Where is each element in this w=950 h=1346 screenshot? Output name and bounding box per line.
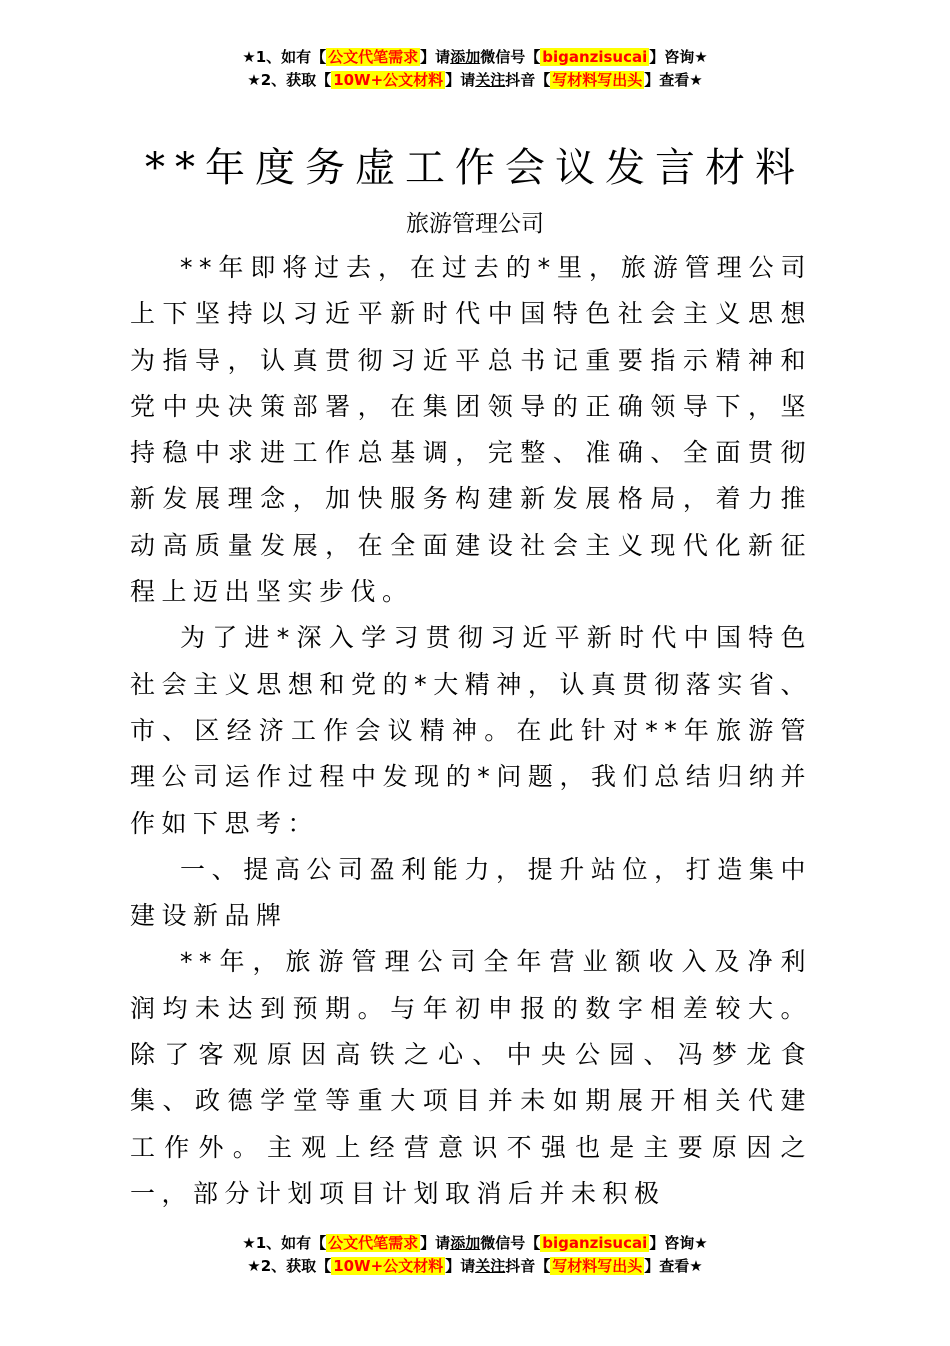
highlight-wechat-id: biganzisucai — [542, 48, 648, 66]
underlined-text: 添加 — [450, 1234, 481, 1252]
banner-text: 】请 — [420, 1234, 451, 1252]
underlined-text: 关注 — [475, 71, 506, 89]
banner-text: 】咨询★ — [649, 1234, 708, 1252]
highlight-douyin-account: 写材料写出头 — [552, 71, 643, 89]
highlight-materials: 10W+公文材料 — [333, 1257, 444, 1275]
document-body — [130, 245, 812, 1215]
banner-text: 】请 — [445, 71, 476, 89]
highlight-wechat-id: biganzisucai — [542, 1234, 648, 1252]
banner-text: ★2、获取【 — [247, 71, 332, 89]
banner-text: 】请 — [420, 48, 451, 66]
banner-line-1 — [0, 1232, 950, 1255]
banner-text: 微信号【 — [480, 48, 541, 66]
underlined-text: 添加 — [450, 48, 481, 66]
banner-text: 】咨询★ — [649, 48, 708, 66]
highlight-service: 公文代笔需求 — [328, 1234, 419, 1252]
banner-line-1 — [0, 46, 950, 69]
banner-line-2 — [0, 1255, 950, 1278]
banner-text: ★1、如有【 — [242, 1234, 327, 1252]
paragraph: **年即将过去，在过去的*里，旅游管理公司上下坚持以习近平新时代中国特色社会主义思想为指导，认真贯彻习近平总书记重要指示精神和党中央决策部署，在集团领导的正确领导下，坚持稳中求进工作总基调，完整、准确、全面贯彻新发展理念，加快服务构建新发展格局，着力推动高质量发展，在全面建设社会主义现代化新征程上迈出坚实步伐。 — [130, 253, 812, 607]
underlined-text: 关注 — [475, 1257, 506, 1275]
paragraph: 为了进*深入学习贯彻习近平新时代中国特色社会主义思想和党的*大精神，认真贯彻落实省、市、区经济工作会议精神。在此针对**年旅游管理公司运作过程中发现的*问题，我们总结归纳并作如下思考： — [130, 623, 812, 838]
banner-line-2 — [0, 69, 950, 92]
top-banner — [0, 46, 950, 92]
highlight-douyin-account: 写材料写出头 — [552, 1257, 643, 1275]
banner-text: 抖音【 — [505, 71, 551, 89]
document-subtitle: 旅游管理公司 — [406, 211, 544, 237]
section-heading: 一、提高公司盈利能力，提升站位，打造集中建设新品牌 — [130, 854, 812, 931]
bottom-banner — [0, 1232, 950, 1278]
banner-text: 】请 — [445, 1257, 476, 1275]
banner-text: ★2、获取【 — [247, 1257, 332, 1275]
document-title: **年度务虚工作会议发言材料 — [145, 145, 805, 191]
banner-text: 】查看★ — [644, 1257, 703, 1275]
banner-text: 微信号【 — [480, 1234, 541, 1252]
banner-text: 抖音【 — [505, 1257, 551, 1275]
highlight-service: 公文代笔需求 — [328, 48, 419, 66]
paragraph: **年，旅游管理公司全年营业额收入及净利润均未达到预期。与年初申报的数字相差较大。除了客观原因高铁之心、中央公园、冯梦龙食集、政德学堂等重大项目并未如期展开相关代建工作外。主观上经营意识不强也是主要原因之一，部分计划项目计划取消后并未积极 — [130, 947, 812, 1208]
banner-text: ★1、如有【 — [242, 48, 327, 66]
banner-text: 】查看★ — [644, 71, 703, 89]
highlight-materials: 10W+公文材料 — [333, 71, 444, 89]
